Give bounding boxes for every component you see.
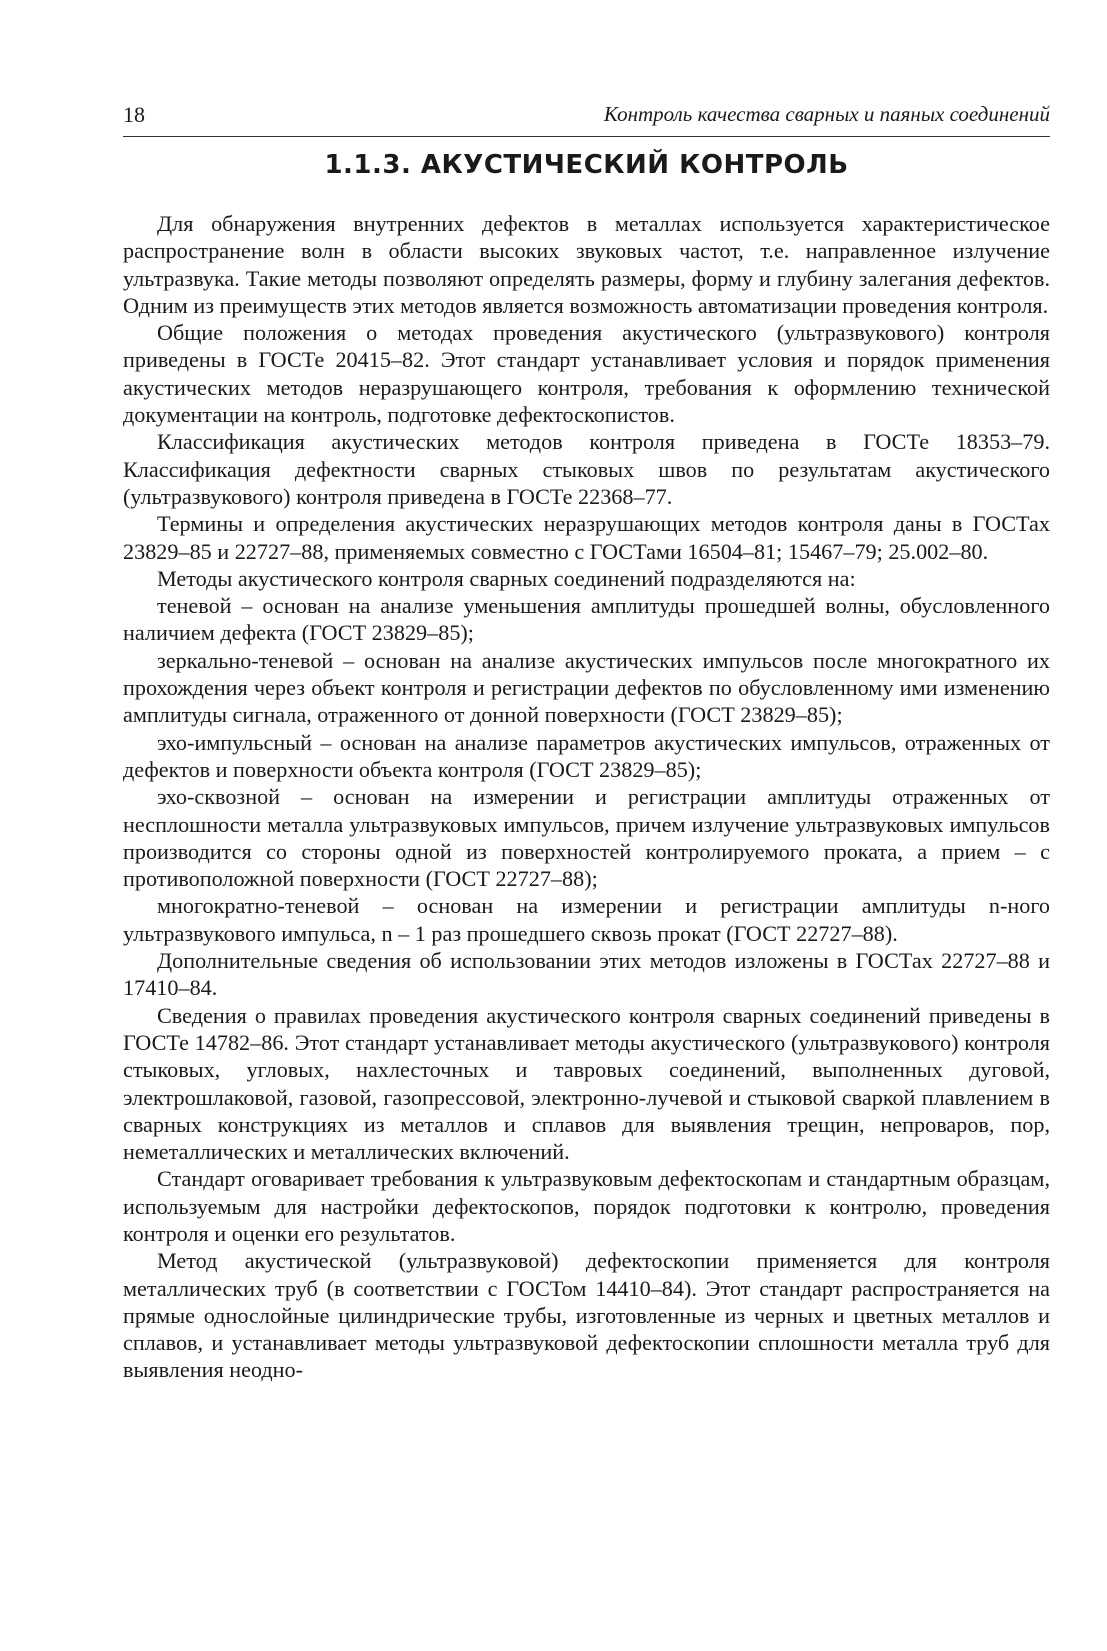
list-item-multiple-shadow-method: многократно-теневой – основан на измерении и регистрации амплитуды n-ного ультразвукового импульса, n – 1 раз прошедшего сквозь прокат (ГОСТ 22727–88). <box>123 893 1050 946</box>
paragraph: Методы акустического контроля сварных соединений подразделяются на: <box>157 565 856 591</box>
section-title: 1.1.3. АКУСТИЧЕСКИЙ КОНТРОЛЬ <box>324 150 849 180</box>
page-header <box>123 100 1050 137</box>
running-title: Контроль качества сварных и паяных соединений <box>603 102 1050 126</box>
paragraph: Стандарт оговаривает требования к ультразвуковым дефектоскопам и стандартным образцам, используемым для настройки дефектоскопов, порядок подготовки к контролю, проведения контроля и оценки его результатов. <box>123 1166 1050 1246</box>
body-text <box>123 210 1050 1384</box>
paragraph: Метод акустической (ультразвуковой) дефектоскопии применяется для контроля металлических труб (в соответствии с ГОСТом 14410–84). Этот стандарт распространяется на прямые однослойные цилиндрические трубы, изготовленные из черных и цветных металлов и сплавов, и устанавливает методы ультразвуковой дефектоскопии сплошности металла труб для выявления неодно- <box>123 1248 1050 1383</box>
paragraph: Сведения о правилах проведения акустического контроля сварных соединений приведены в ГОСТе 14782–86. Этот стандарт устанавливает методы акустического (ультразвукового) контроля стыковых, угловых, нахлесточных и тавровых соединений, выполненных дуговой, электрошлаковой, газовой, газопрессовой, электронно-лучевой и стыковой сваркой плавлением в сварных конструкциях из металлов и сплавов для выявления трещин, непроваров, пор, неметаллических и металлических включений. <box>123 1002 1050 1165</box>
paragraph: Для обнаружения внутренних дефектов в металлах используется характеристическое распространение волн в области высоких звуковых частот, т.е. направленное излучение ультразвука. Такие методы позволяют определять размеры, форму и глубину залегания дефектов. Одним из преимуществ этих методов является возможность автоматизации проведения контроля. <box>123 211 1050 318</box>
paragraph: Дополнительные сведения об использовании этих методов изложены в ГОСТах 22727–88 и 17410–84. <box>123 948 1050 1001</box>
list-item-shadow-method: теневой – основан на анализе уменьшения амплитуды прошедшей волны, обусловленного наличием дефекта (ГОСТ 23829–85); <box>123 593 1050 646</box>
list-item-mirror-shadow-method: зеркально-теневой – основан на анализе акустических импульсов после многократного их прохождения через объект контроля и регистрации дефектов по обусловленному ими изменению амплитуды сигнала, отраженного от донной поверхности (ГОСТ 23829–85); <box>123 647 1050 728</box>
list-item-echo-through-method: эхо-сквозной – основан на измерении и регистрации амплитуды отраженных от несплошности металла ультразвуковых импульсов, причем излучение ультразвуковых импульсов производится со стороны одной из поверхностей контролируемого проката, а прием – с противоположной поверхности (ГОСТ 22727–88); <box>123 784 1050 892</box>
paragraph: Общие положения о методах проведения акустического (ультразвукового) контроля приведены в ГОСТе 20415–82. Этот стандарт устанавливает условия и порядок применения акустических методов неразрушающего контроля, требования к оформлению технической документации на контроль, подготовке дефектоскопистов. <box>123 320 1050 428</box>
paragraph: Классификация акустических методов контроля приведена в ГОСТе 18353–79. Классификация дефектности сварных стыковых швов по результатам акустического (ультразвукового) контроля приведена в ГОСТе 22368–77. <box>123 429 1050 509</box>
page-number: 18 <box>123 102 145 127</box>
list-item-echo-pulse-method: эхо-импульсный – основан на анализе параметров акустических импульсов, отраженных от дефектов и поверхности объекта контроля (ГОСТ 23829–85); <box>123 729 1050 782</box>
paragraph: Термины и определения акустических неразрушающих методов контроля даны в ГОСТах 23829–85 и 22727–88, применяемых совместно с ГОСТами 16504–81; 15467–79; 25.002–80. <box>123 511 1050 564</box>
